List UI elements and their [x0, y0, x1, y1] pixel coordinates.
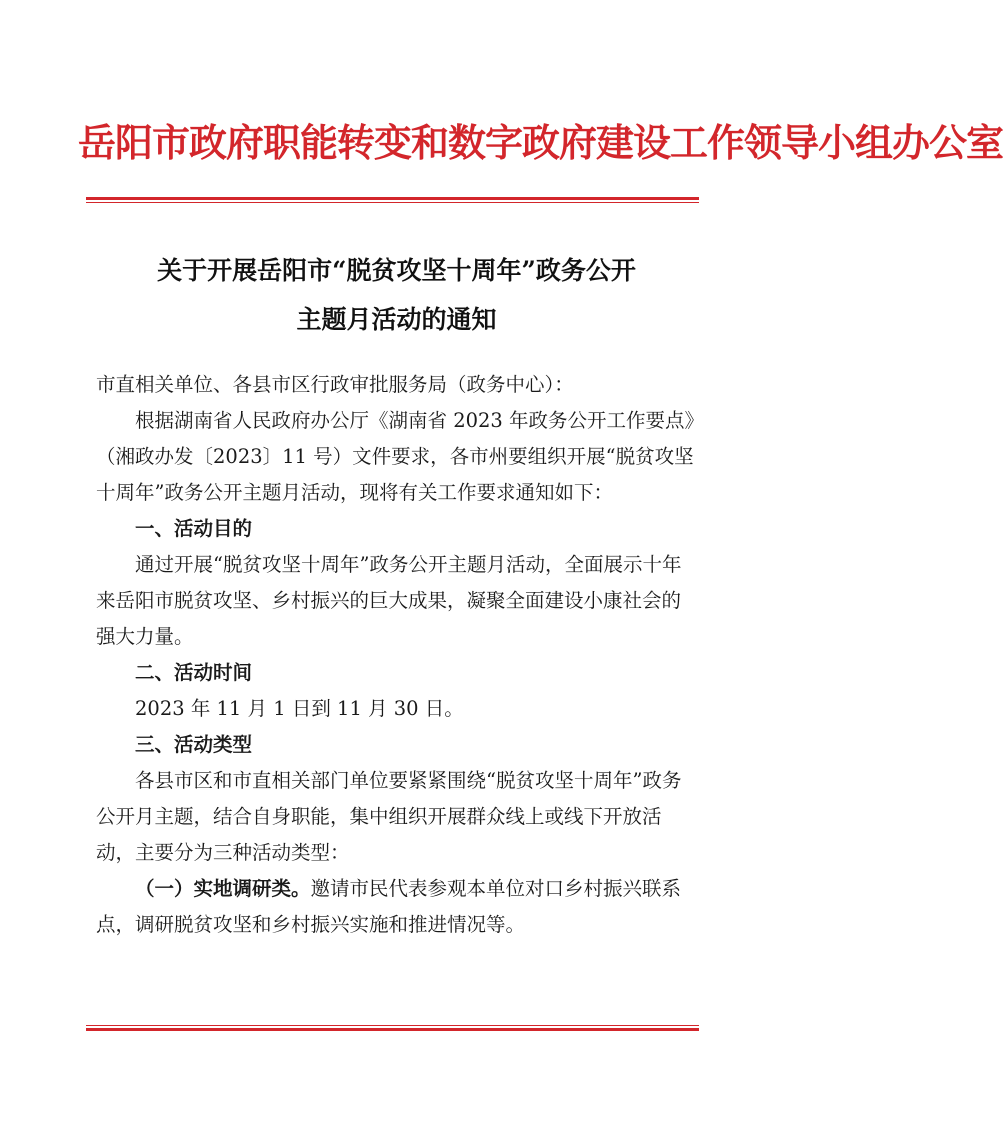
letterhead-divider-top	[86, 197, 699, 203]
section-3-paragraph: 各县市区和市直相关部门单位要紧紧围绕“脱贫攻坚十周年”政务公开月主题，结合自身职能，集中组织开展群众线上或线下开放活动，主要分为三种活动类型：	[96, 769, 682, 864]
section-1-paragraph: 通过开展“脱贫攻坚十周年”政务公开主题月活动，全面展示十年来岳阳市脱贫攻坚、乡村振兴的巨大成果，凝聚全面建设小康社会的强大力量。	[96, 553, 682, 648]
intro-paragraph: 根据湖南省人民政府办公厅《湖南省 2023 年政务公开工作要点》（湘政办发〔2023〕11 号）文件要求，各市州要组织开展“脱贫攻坚十周年”政务公开主题月活动，现将有关工作要求通知如下：	[96, 409, 695, 504]
item-1-text: 邀请市民代表参观本单位对口乡村振兴联系点，调研脱贫攻坚和乡村振兴实施和推进情况等。	[96, 877, 682, 936]
section-1-heading: 一、活动目的	[135, 517, 253, 540]
footer-divider	[86, 1025, 699, 1031]
item-1-label: （一）实地调研类。	[135, 877, 311, 900]
title-line-2: 主题月活动的通知	[296, 305, 497, 334]
letterhead-org-name: 岳阳市政府职能转变和数字政府建设工作领导小组办公室	[78, 120, 1003, 165]
document-body	[96, 367, 696, 943]
section-2-heading: 二、活动时间	[135, 661, 253, 684]
item-1-paragraph	[96, 871, 696, 943]
section-3-heading: 三、活动类型	[135, 733, 253, 756]
title-line-1: 关于开展岳阳市“脱贫攻坚十周年”政务公开	[157, 256, 636, 285]
salutation: 市直相关单位、各县市区行政审批服务局（政务中心）：	[96, 373, 574, 396]
section-2-paragraph: 2023 年 11 月 1 日到 11 月 30 日。	[135, 697, 464, 720]
document-title	[90, 246, 703, 344]
